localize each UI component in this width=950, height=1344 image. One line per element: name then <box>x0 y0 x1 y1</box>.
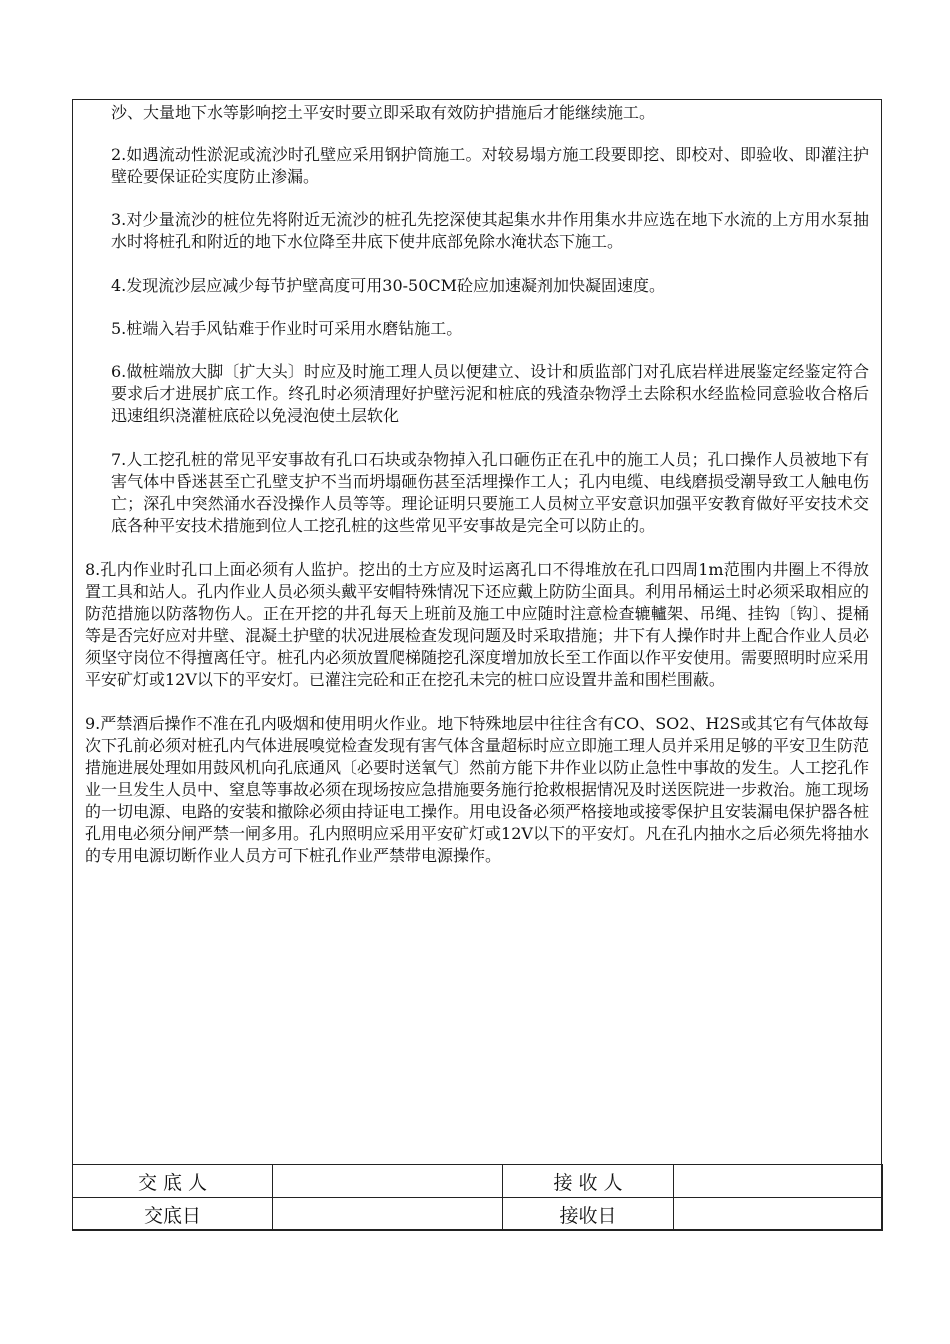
signature-row-date <box>73 1198 883 1231</box>
discloser-label: 交 底 人 <box>73 1165 273 1198</box>
receiver-field[interactable] <box>674 1165 883 1198</box>
signature-row-person <box>73 1165 883 1198</box>
paragraph-8: 8.孔内作业时孔口上面必须有人监护。挖出的土方应及时运离孔口不得堆放在孔口四周1m范围内井圈上不得放置工具和站人。孔内作业人员必须头戴平安帽特殊情况下还应戴上防防尘面具。利用吊桶运土时必须采取相应的防范措施以防落物伤人。正在开挖的井孔每天上班前及施工中应随时注意检查辘轤架、吊绳、挂钩〔钩〕、提桶等是否完好应对井壁、混凝土护壁的状况进展检查发现问题及时采取措施；井下有人操作时井上配合作业人员必须坚守岗位不得擅离任守。桩孔内必须放置爬梯随挖孔深度增加放长至工作面以作平安使用。需要照明时应采用平安矿灯或12V以下的平安灯。已灌注完砼和正在挖孔未完的桩口应设置井盖和围栏围蔽。 <box>85 560 870 689</box>
receipt-date-field[interactable] <box>674 1198 883 1231</box>
paragraph-6: 6.做桩端放大脚〔扩大头〕时应及时施工理人员以便建立、设计和质监部门对孔底岩样进展鉴定经鉴定符合要求后才进展扩底工作。终孔时必须清理好护壁污泥和桩底的残渣杂物浮土去除积水经监检同意验收合格后迅速组织浇灌桩底砼以免浸泡使土层软化 <box>111 362 869 425</box>
paragraph-4: 4.发现流沙层应减少每节护壁高度可用30-50CM砼应加速凝剂加快凝固速度。 <box>111 276 666 295</box>
paragraph-5: 5.桩端入岩手风钻难于作业时可采用水磨钻施工。 <box>111 319 463 338</box>
receipt-date-label: 接收日 <box>503 1198 674 1231</box>
receiver-label: 接 收 人 <box>503 1165 674 1198</box>
paragraph-9: 9.严禁酒后操作不准在孔内吸烟和使用明火作业。地下特殊地层中往往含有CO、SO2、H2S或其它有气体故每次下孔前必须对桩孔内气体进展嗅觉检查发现有害气体含量超标时应立即施工理人员并采用足够的平安卫生防范措施进展处理如用鼓风机向孔底通风〔必要时送氧气〕然前方能下井作业以防止急性中事故的发生。人工挖孔作业一旦发生人员中、窒息等事故必须在现场按应急措施要务施行抢救根据情况及时送医院进一步救治。施工现场的一切电源、电路的安装和撤除必须由持证电工操作。用电设备必须严格接地或接零保护且安装漏电保护器各桩孔用电必须分闸严禁一闸多用。孔内照明应采用平安矿灯或12V以下的平安灯。凡在孔内抽水之后必须先将抽水的专用电源切断作业人员方可下桩孔作业严禁带电源操作。 <box>85 714 870 865</box>
discloser-field[interactable] <box>273 1165 503 1198</box>
paragraph-continuation: 沙、大量地下水等影响挖土平安时要立即采取有效防护措施后才能继续施工。 <box>111 103 656 122</box>
disclosure-sheet <box>72 99 882 1230</box>
paragraph-2: 2.如遇流动性淤泥或流沙时孔壁应采用钢护筒施工。对较易塌方施工段要即挖、即校对、即验收、即灌注护壁砼要保证砼实度防止渗漏。 <box>111 145 869 186</box>
paragraph-7: 7.人工挖孔桩的常见平安事故有孔口石块或杂物掉入孔口砸伤正在孔中的施工人员；孔口操作人员被地下有害气体中昏迷甚至亡孔壁支护不当而坍塌砸伤甚至活埋操作工人；孔内电缆、电线磨损受潮导致工人触电伤亡；深孔中突然涌水吞没操作人员等等。理论证明只要施工人员树立平安意识加强平安教育做好平安技术交底各种平安技术措施到位人工挖孔桩的这些常见平安事故是完全可以防止的。 <box>111 450 869 535</box>
disclosure-content <box>73 100 881 1164</box>
disclosure-date-label: 交底日 <box>73 1198 273 1231</box>
disclosure-date-field[interactable] <box>273 1198 503 1231</box>
paragraph-3: 3.对少量流沙的桩位先将附近无流沙的桩孔先挖深使其起集水井作用集水井应选在地下水流的上方用水泵抽水时将桩孔和附近的地下水位降至井底下使井底部免除水淹状态下施工。 <box>111 210 869 251</box>
signature-table <box>72 1164 883 1231</box>
